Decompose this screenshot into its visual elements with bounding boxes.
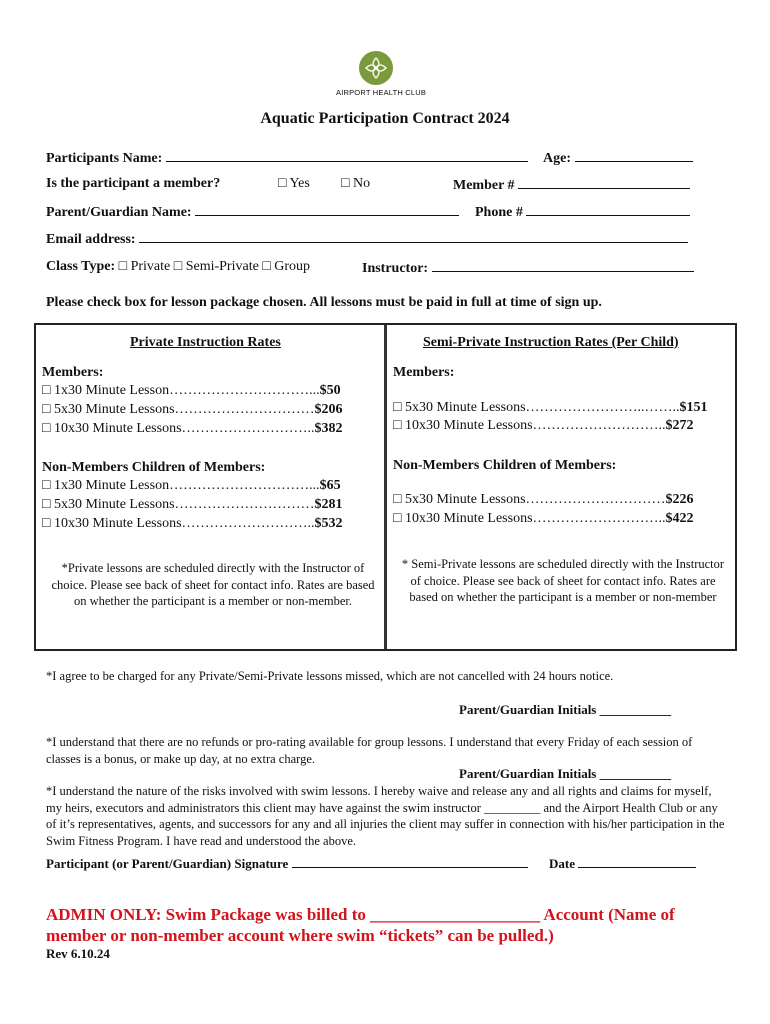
semi-private-note: * Semi-Private lessons are scheduled directly with the Instructor of choice. Please see back of sheet for contact info. Rates are based on whether the participant is a member or non-member (401, 557, 725, 604)
checkbox[interactable]: □ (393, 400, 402, 415)
private-member-rate-3[interactable] (42, 421, 343, 437)
date-label: Date (549, 856, 575, 871)
email-label: Email address: (46, 232, 136, 247)
private-member-rate-1[interactable] (42, 383, 341, 399)
initials-field-2[interactable]: Parent/Guardian Initials ___________ (459, 766, 672, 781)
checkbox[interactable]: □ (393, 492, 402, 507)
participant-name-row (46, 149, 528, 167)
revision-label: Rev 6.10.24 (46, 946, 110, 961)
group-option-label: Group (274, 259, 311, 274)
instructor-label: Instructor: (362, 261, 429, 276)
checkbox[interactable]: □ (42, 516, 51, 531)
semi-members-heading: Members: (393, 365, 455, 380)
phone-row (475, 203, 690, 221)
rate-label: 5x30 Minute Lessons……………………..…….. (404, 400, 680, 415)
initials-field-1[interactable]: Parent/Guardian Initials ___________ (459, 702, 672, 717)
checkbox[interactable]: □ (42, 421, 51, 436)
rate-label: 10x30 Minute Lessons……………………….. (404, 511, 666, 526)
semi-member-rate-1[interactable] (393, 400, 708, 416)
rate-label: 10x30 Minute Lessons……………………….. (53, 516, 315, 531)
checkbox[interactable]: □ (42, 402, 51, 417)
rate-label: 10x30 Minute Lessons……………………….. (53, 421, 315, 436)
rate-label: 5x30 Minute Lessons………………………… (53, 402, 315, 417)
leaf-logo-icon (358, 50, 394, 86)
rate-price: $382 (314, 421, 343, 436)
column-divider (384, 325, 387, 649)
private-member-rate-2[interactable] (42, 402, 343, 418)
rate-label: 5x30 Minute Lessons………………………… (53, 497, 315, 512)
private-rates-title: Private Instruction Rates (130, 335, 281, 350)
semi-nonmembers-heading: Non-Members Children of Members: (393, 458, 617, 473)
rate-label: 1x30 Minute Lesson…………………………... (53, 478, 320, 493)
member-number-row (453, 176, 690, 194)
checkbox[interactable]: □ (393, 511, 402, 526)
checkbox[interactable]: □ (42, 497, 51, 512)
signature-field[interactable] (292, 855, 528, 868)
member-number-label: Member # (453, 178, 515, 193)
page-title: Aquatic Participation Contract 2024 (260, 110, 510, 127)
semi-nonmember-rate-2[interactable] (393, 511, 694, 527)
checkbox[interactable]: □ (42, 383, 51, 398)
age-row (543, 149, 693, 167)
participant-name-field[interactable] (166, 149, 528, 162)
rate-label: 1x30 Minute Lesson…………………………... (53, 383, 320, 398)
member-number-field[interactable] (518, 176, 690, 189)
rate-price: $532 (314, 516, 343, 531)
phone-field[interactable] (526, 203, 690, 216)
private-nonmember-rate-2[interactable] (42, 497, 343, 513)
agreement-waiver: *I understand the nature of the risks involved with swim lessons. I hereby waive and release any and all rights and claims for myself, my heirs, executors and administrators this client may have against the swim instructor _________ and the Airport Health Club or any of it’s representatives, agents, and successors for any and all injuries the client may suffer in connection with his/her participation in the Swim Fitness Program. I have read and understood the above. (46, 784, 725, 848)
date-row (549, 855, 696, 872)
participant-name-label: Participants Name: (46, 151, 163, 166)
semi-private-rates-title: Semi-Private Instruction Rates (Per Child) (423, 335, 679, 350)
admin-only-note: ADMIN ONLY: Swim Package was billed to ____________________ Account (Name of member or non-member account where swim “tickets” can be pulled.) (46, 905, 675, 945)
rate-price: $226 (665, 492, 694, 507)
private-checkbox[interactable]: □ (118, 259, 128, 274)
phone-label: Phone # (475, 205, 523, 220)
yes-label: Yes (289, 176, 310, 191)
rate-price: $422 (665, 511, 694, 526)
rate-price: $151 (679, 400, 708, 415)
yes-option[interactable] (278, 176, 310, 192)
email-row (46, 230, 688, 248)
private-option-label: Private (130, 259, 171, 274)
date-field[interactable] (578, 855, 696, 868)
class-type-label: Class Type: (46, 259, 116, 274)
logo-text: AIRPORT HEALTH CLUB (336, 88, 427, 97)
instructor-field[interactable] (432, 259, 694, 272)
semi-nonmember-rate-1[interactable] (393, 492, 694, 508)
private-members-heading: Members: (42, 365, 104, 380)
class-type-row (46, 259, 310, 275)
private-note: *Private lessons are scheduled directly with the Instructor of choice. Please see back of sheet for contact info. Rates are based on whether the participant is a member or non-member. (51, 561, 375, 608)
member-question: Is the participant a member? (46, 176, 221, 191)
semi-private-checkbox[interactable]: □ (173, 259, 183, 274)
rate-price: $50 (319, 383, 341, 398)
guardian-row (46, 203, 459, 221)
checkbox[interactable]: □ (393, 418, 402, 433)
private-nonmembers-heading: Non-Members Children of Members: (42, 460, 266, 475)
signature-row (46, 855, 528, 872)
agreement-refunds: *I understand that there are no refunds or pro-rating available for group lessons. I understand that every Friday of each session of classes is a bonus, or make up day, at no extra charge. (46, 735, 693, 766)
no-checkbox[interactable]: □ (341, 176, 350, 191)
private-nonmember-rate-3[interactable] (42, 516, 343, 532)
guardian-label: Parent/Guardian Name: (46, 205, 192, 220)
rate-price: $65 (319, 478, 341, 493)
rate-price: $206 (314, 402, 343, 417)
semi-private-option-label: Semi-Private (185, 259, 259, 274)
no-option[interactable] (341, 176, 370, 192)
signature-label: Participant (or Parent/Guardian) Signature (46, 856, 289, 871)
no-label: No (352, 176, 371, 191)
age-label: Age: (543, 151, 571, 166)
rate-price: $281 (314, 497, 343, 512)
package-instruction: Please check box for lesson package chosen. All lessons must be paid in full at time of sign up. (46, 295, 602, 310)
guardian-field[interactable] (195, 203, 459, 216)
semi-member-rate-2[interactable] (393, 418, 694, 434)
checkbox[interactable]: □ (42, 478, 51, 493)
yes-checkbox[interactable]: □ (278, 176, 287, 191)
rate-label: 10x30 Minute Lessons……………………….. (404, 418, 666, 433)
private-nonmember-rate-1[interactable] (42, 478, 341, 494)
rate-label: 5x30 Minute Lessons………………………… (404, 492, 666, 507)
agreement-missed-lessons: *I agree to be charged for any Private/Semi-Private lessons missed, which are not cancelled with 24 hours notice. (46, 669, 614, 683)
email-field[interactable] (139, 230, 688, 243)
rate-price: $272 (665, 418, 694, 433)
rates-table (34, 323, 737, 651)
age-field[interactable] (575, 149, 693, 162)
group-checkbox[interactable]: □ (262, 259, 271, 274)
instructor-row (362, 259, 694, 277)
